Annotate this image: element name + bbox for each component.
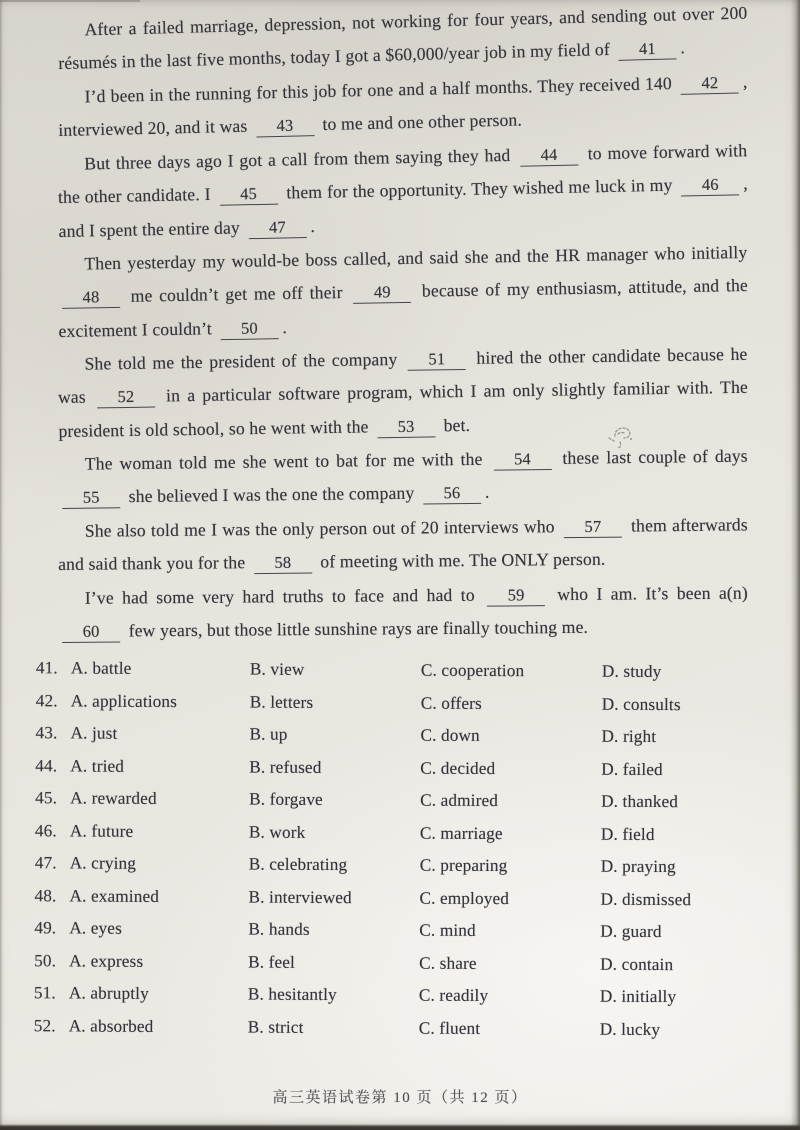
option-row-43 <box>35 723 799 760</box>
option-45-A: A. rewarded <box>70 788 157 808</box>
option-row-42 <box>36 691 800 728</box>
cloze-blank-59: 59 <box>487 585 545 606</box>
cloze-blank-58: 58 <box>254 553 312 575</box>
cloze-blank-41: 41 <box>618 39 677 61</box>
question-number: 52. <box>33 1015 56 1035</box>
option-row-44 <box>35 756 799 793</box>
option-44-A: A. tried <box>70 755 125 776</box>
option-49-D: D. guard <box>600 921 662 942</box>
option-row-49 <box>34 918 798 955</box>
cloze-blank-44: 44 <box>520 144 578 166</box>
option-50-D: D. contain <box>600 954 674 974</box>
option-52-B: B. strict <box>247 1017 304 1037</box>
option-46-D: D. field <box>600 824 655 844</box>
option-51-A: A. abruptly <box>68 983 149 1003</box>
option-43-C: C. down <box>420 725 480 745</box>
option-43-D: D. right <box>601 726 657 747</box>
question-number: 42. <box>35 690 58 710</box>
option-47-C: C. preparing <box>419 855 508 876</box>
cloze-blank-50: 50 <box>220 318 278 340</box>
question-number: 43. <box>35 723 58 743</box>
option-42-C: C. offers <box>420 693 482 713</box>
cloze-blank-46: 46 <box>681 174 739 196</box>
option-44-D: D. failed <box>601 759 663 779</box>
page-footer: 高三英语试卷第 10 页（共 12 页） <box>272 1090 528 1106</box>
cloze-blank-47: 47 <box>248 216 306 238</box>
passage-paragraph: Then yesterday my would-be boss called, and said she and the HR manager who initially 48 me couldn’t get me off their 49 because of my enthusiasm, attitude, and the excitement I couldn’t 50 . <box>58 241 749 341</box>
question-number: 48. <box>34 885 57 905</box>
option-52-A: A. absorbed <box>68 1015 154 1036</box>
option-50-C: C. share <box>419 953 477 973</box>
option-52-C: C. fluent <box>418 1018 481 1038</box>
option-51-D: D. initially <box>599 986 677 1007</box>
option-48-A: A. examined <box>69 885 160 906</box>
option-47-D: D. praying <box>600 856 676 877</box>
option-row-48 <box>34 886 798 923</box>
option-row-51 <box>34 983 798 1020</box>
option-41-B: B. view <box>249 659 305 679</box>
option-41-D: D. study <box>601 661 662 682</box>
passage-paragraph: I’d been in the running for this job for one and a half months. They received 140 42 , interviewed 20, and it was 43 to me and one other person. <box>58 71 748 141</box>
option-49-C: C. mind <box>419 920 476 940</box>
option-44-C: C. decided <box>420 758 496 778</box>
option-45-B: B. forgave <box>249 789 323 809</box>
passage-paragraph: The woman told me she went to bat for me with the 54 these last couple of days 55 she believed I was the one the company 56 . <box>58 440 749 515</box>
question-number: 41. <box>35 658 58 678</box>
option-44-B: B. refused <box>249 757 322 777</box>
option-row-41 <box>36 658 800 695</box>
cloze-blank-45: 45 <box>219 184 277 206</box>
option-row-52 <box>34 1016 798 1053</box>
cloze-blank-53: 53 <box>377 416 435 438</box>
option-43-B: B. up <box>249 724 288 744</box>
option-42-B: B. letters <box>249 692 314 712</box>
option-50-A: A. express <box>69 950 144 971</box>
question-number: 46. <box>34 820 57 840</box>
question-number: 50. <box>34 950 57 970</box>
option-41-A: A. battle <box>70 658 132 678</box>
option-48-D: D. dismissed <box>600 889 692 909</box>
option-51-C: C. readily <box>418 985 489 1005</box>
photo-edge-top <box>0 0 140 2</box>
passage-paragraph: She also told me I was the only person out of 20 interviews who 57 them afterwards and said thank you for the 58 of meeting with me. The ONLY person. <box>58 514 748 575</box>
passage-paragraph: After a failed marriage, depression, not working for four years, and sending out over 200 résumés in the last five months, today I got a $60,000/year job in my field of 41 . <box>58 2 748 74</box>
option-48-B: B. interviewed <box>248 887 352 907</box>
option-row-45 <box>35 788 799 825</box>
option-row-46 <box>35 821 799 858</box>
passage-paragraph: She told me the president of the company 51 hired the other candidate because he was 52 in a particular software program, which I am only slightly familiar with. The president is old school, so he went with the 53 bet. <box>57 343 749 441</box>
option-47-A: A. crying <box>69 853 137 873</box>
cloze-passage <box>0 2 800 649</box>
option-50-B: B. feel <box>248 952 296 972</box>
option-45-D: D. thanked <box>601 791 679 812</box>
passage-paragraph: But three days ago I got a call from them saying they had 44 to move forward with the other candidate. I 45 them for the opportunity. They wished me luck in my 46 , and I spent the entire day 47 . <box>57 139 749 241</box>
cloze-blank-55: 55 <box>62 488 120 510</box>
question-number: 47. <box>34 853 57 873</box>
cloze-blank-49: 49 <box>353 282 411 304</box>
question-number: 45. <box>35 788 58 808</box>
cloze-blank-48: 48 <box>62 287 120 309</box>
cloze-blank-56: 56 <box>423 484 481 506</box>
cloze-blank-60: 60 <box>62 622 120 643</box>
options-list <box>0 658 800 1053</box>
option-43-A: A. just <box>70 723 118 743</box>
cloze-blank-52: 52 <box>97 387 155 409</box>
option-49-A: A. eyes <box>69 918 123 938</box>
cloze-blank-42: 42 <box>681 72 739 94</box>
cloze-blank-54: 54 <box>493 449 551 471</box>
option-48-C: C. employed <box>419 888 510 908</box>
cloze-blank-51: 51 <box>408 349 466 371</box>
option-46-A: A. future <box>69 820 134 841</box>
option-row-50 <box>34 951 798 988</box>
option-47-B: B. celebrating <box>248 854 348 875</box>
photo-edge-bottom <box>0 1124 800 1130</box>
passage-paragraph: I’ve had some very hard truths to face and had to 59 who I am. It’s been a(n) 60 few years, but those little sunshine rays are finally touching me. <box>58 576 749 648</box>
option-42-A: A. applications <box>70 690 178 711</box>
cloze-blank-43: 43 <box>256 115 314 137</box>
question-number: 44. <box>35 755 58 775</box>
ink-doodle-icon <box>606 422 638 452</box>
option-49-B: B. hands <box>248 919 310 939</box>
question-number: 49. <box>34 918 57 938</box>
option-45-C: C. admired <box>420 790 499 811</box>
question-number: 51. <box>33 983 56 1003</box>
option-41-C: C. cooperation <box>420 660 525 681</box>
option-51-B: B. hesitantly <box>247 984 337 1005</box>
cloze-blank-57: 57 <box>564 517 622 539</box>
option-row-47 <box>35 853 799 890</box>
option-46-B: B. work <box>248 822 306 842</box>
option-42-D: D. consults <box>601 694 681 714</box>
option-46-C: C. marriage <box>419 823 503 843</box>
option-52-D: D. lucky <box>599 1019 661 1039</box>
